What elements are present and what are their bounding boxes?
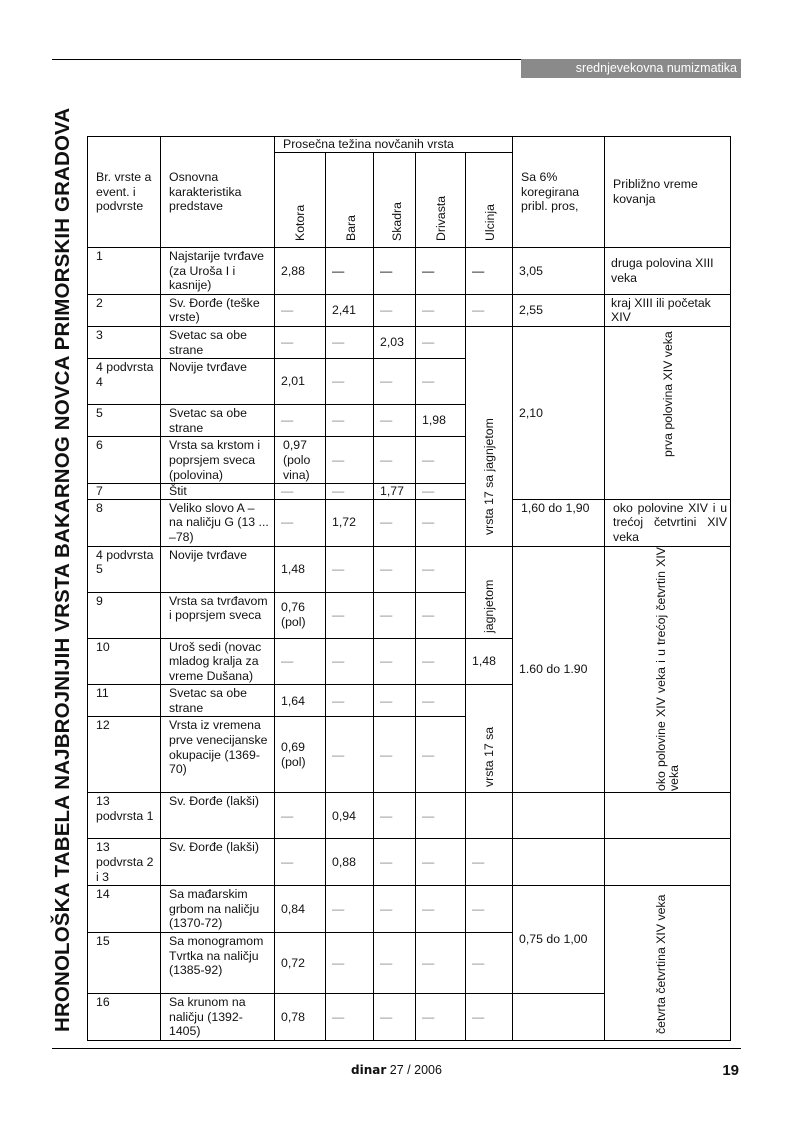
row-number: 1 xyxy=(88,248,161,295)
cell-skadar: — xyxy=(374,294,416,326)
cell-period: kraj XIII ili početak XIV xyxy=(605,294,731,326)
cell-drivast: — xyxy=(416,994,466,1041)
cell-kotor: — xyxy=(275,326,326,358)
row-description: Novije tvrđave xyxy=(161,359,275,405)
cell-bar: — xyxy=(326,685,374,717)
merged-average-0-75: 0,75 do 1,00 xyxy=(513,886,605,994)
cell-skadar: — xyxy=(374,638,416,685)
row-description: Sa monogramom Tvrtka na naličju (1385-92) xyxy=(161,933,275,994)
cell-bar: — xyxy=(326,638,374,685)
chronology-table xyxy=(87,136,731,1041)
cell-drivast: — xyxy=(416,294,466,326)
cell-skadar: — xyxy=(374,592,416,638)
cell-skadar: — xyxy=(374,994,416,1041)
cell-skadar: — xyxy=(374,793,416,839)
vertical-title: HRONOLOŠKA TABELA NAJBROJNIJIH VRSTA BAKARNOG NOVCA PRIMORSKIH GRADOVA xyxy=(51,107,74,1032)
row-number: 2 xyxy=(88,294,161,326)
cell-ulcinj: — xyxy=(466,933,513,994)
magazine-name: dinar xyxy=(351,1063,387,1077)
cell-kotor: 1,64 xyxy=(275,685,326,717)
page-number: 19 xyxy=(722,1062,739,1079)
cell-drivast: — xyxy=(416,359,466,405)
cell-kotor: 2,01 xyxy=(275,359,326,405)
cell-corrected-average-empty xyxy=(513,994,605,1041)
cell-ulcinj: — xyxy=(466,994,513,1041)
header-kotor: Kotora xyxy=(293,204,307,241)
cell-kotor: — xyxy=(275,793,326,839)
cell-drivast: 1,98 xyxy=(416,405,466,437)
cell-skadar: — xyxy=(374,685,416,717)
row-description: Veliko slovo A – na naličju G (13 ... –78) xyxy=(161,499,275,546)
cell-period-empty xyxy=(605,839,731,886)
row-number: 11 xyxy=(88,685,161,717)
row-number: 12 xyxy=(88,717,161,793)
cell-skadar: — xyxy=(374,248,416,295)
row-description: Uroš sedi (novac mladog kralja za vreme Dušana) xyxy=(161,638,275,685)
cell-bar: — xyxy=(326,994,374,1041)
cell-corrected-average: 1,60 do 1,90 xyxy=(513,499,605,546)
header-average-weight: Prosečna težina novčanih vrsta xyxy=(275,137,513,153)
cell-bar: — xyxy=(326,437,374,484)
cell-skadar: — xyxy=(374,933,416,994)
row-number: 16 xyxy=(88,994,161,1041)
cell-bar: 1,72 xyxy=(326,499,374,546)
row-number: 3 xyxy=(88,326,161,358)
merged-period-mid-century xyxy=(605,546,731,793)
row-number: 10 xyxy=(88,638,161,685)
cell-bar: — xyxy=(326,359,374,405)
merged-period-mid-century-text: oko polovine XIV veka i u trećoj četvrtin XIV veka xyxy=(654,546,682,791)
header-skadar: Skadra xyxy=(390,202,404,241)
row-description: Štit xyxy=(161,484,275,500)
issue-number: 27 / 2006 xyxy=(389,1063,442,1077)
row-number: 13 podvrsta 2 i 3 xyxy=(88,839,161,886)
cell-kotor: 1,48 xyxy=(275,546,326,592)
cell-drivast: — xyxy=(416,793,466,839)
cell-ulcinj: — xyxy=(466,886,513,933)
cell-drivast: — xyxy=(416,717,466,793)
cell-drivast: — xyxy=(416,248,466,295)
row-number: 5 xyxy=(88,405,161,437)
merged-ulcinj-block-2 xyxy=(466,546,513,638)
row-description: Sv. Đorđe (teške vrste) xyxy=(161,294,275,326)
cell-drivast: — xyxy=(416,886,466,933)
cell-skadar: — xyxy=(374,437,416,484)
cell-kotor: 0,97 (polo vina) xyxy=(275,437,326,484)
cell-skadar: 2,03 xyxy=(374,326,416,358)
row-description: Svetac sa obe strane xyxy=(161,326,275,358)
cell-ulcinj-empty xyxy=(466,793,513,839)
cell-bar: — xyxy=(326,405,374,437)
cell-ulcinj: — xyxy=(466,839,513,886)
row-number: 15 xyxy=(88,933,161,994)
cell-drivast: — xyxy=(416,685,466,717)
cell-skadar: — xyxy=(374,405,416,437)
row-description: Sa krunom na naličju (1392-1405) xyxy=(161,994,275,1041)
cell-corrected-average-empty xyxy=(513,839,605,886)
section-label: srednjevekovna numizmatika xyxy=(521,59,741,78)
row-description: Vrsta sa tvrđavom i poprsjem sveca xyxy=(161,592,275,638)
cell-kotor: 0,76 (pol) xyxy=(275,592,326,638)
cell-bar: — xyxy=(326,326,374,358)
cell-period: druga polovina XIII veka xyxy=(605,248,731,295)
header-bar: Bara xyxy=(344,215,358,241)
cell-ulcinj: — xyxy=(466,294,513,326)
cell-period: oko polovine XIV i u trećoj četvrtini XIV veka xyxy=(605,499,731,546)
merged-period-last-quarter-text: četvrta četvrtina XIV veka xyxy=(654,894,669,1035)
row-description: Novije tvrđave xyxy=(161,546,275,592)
cell-kotor: 0,69 (pol) xyxy=(275,717,326,793)
cell-bar: — xyxy=(326,484,374,500)
row-description: Najstarije tvrđave (za Uroša I i kasnije) xyxy=(161,248,275,295)
cell-corrected-average-empty xyxy=(513,793,605,839)
cell-kotor: — xyxy=(275,405,326,437)
cell-bar: 2,41 xyxy=(326,294,374,326)
row-number: 6 xyxy=(88,437,161,484)
cell-ulcinj: 1,48 xyxy=(466,638,513,685)
merged-ulcinj-block-1 xyxy=(466,326,513,546)
row-number: 4 podvrsta 5 xyxy=(88,546,161,592)
cell-bar: — xyxy=(326,886,374,933)
merged-ulcinj-text-1: vrsta 17 sa jagnjetom xyxy=(482,418,496,535)
cell-bar: — xyxy=(326,546,374,592)
cell-bar: 0,88 xyxy=(326,839,374,886)
row-number: 9 xyxy=(88,592,161,638)
cell-kotor: 0,72 xyxy=(275,933,326,994)
cell-drivast: — xyxy=(416,546,466,592)
header-description: Osnovna karakteristika predstave xyxy=(161,137,275,248)
header-drivast: Drivasta xyxy=(434,195,448,241)
cell-ulcinj: — xyxy=(466,248,513,295)
cell-kotor: — xyxy=(275,484,326,500)
cell-kotor: — xyxy=(275,839,326,886)
cell-kotor: — xyxy=(275,294,326,326)
merged-ulcinj-block-3 xyxy=(466,685,513,793)
merged-average-2-10: 2,10 xyxy=(513,326,605,499)
merged-average-1-60: 1.60 do 1.90 xyxy=(513,546,605,793)
row-description: Svetac sa obe strane xyxy=(161,685,275,717)
cell-skadar: 1,77 xyxy=(374,484,416,500)
cell-drivast: — xyxy=(416,638,466,685)
row-description: Sv. Đorđe (lakši) xyxy=(161,839,275,886)
cell-kotor: 2,88 xyxy=(275,248,326,295)
cell-kotor: — xyxy=(275,499,326,546)
row-number: 7 xyxy=(88,484,161,500)
cell-skadar: — xyxy=(374,359,416,405)
cell-skadar: — xyxy=(374,499,416,546)
cell-corrected-average: 2,55 xyxy=(513,294,605,326)
header-type-number: Br. vrste a event. i podvrste xyxy=(88,137,161,248)
merged-period-last-quarter xyxy=(605,886,731,1041)
header-corrected-average: Sa 6% koregirana pribl. pros, xyxy=(513,137,605,248)
cell-period-empty xyxy=(605,793,731,839)
cell-bar: 0,94 xyxy=(326,793,374,839)
cell-drivast: — xyxy=(416,499,466,546)
merged-period-first-half xyxy=(605,326,731,499)
header-ulcinj: Ulcinja xyxy=(483,204,497,241)
row-number: 13 podvrsta 1 xyxy=(88,793,161,839)
cell-skadar: — xyxy=(374,886,416,933)
cell-bar: — xyxy=(326,933,374,994)
row-number: 4 podvrsta 4 xyxy=(88,359,161,405)
row-description: Svetac sa obe strane xyxy=(161,405,275,437)
cell-kotor: 0,84 xyxy=(275,886,326,933)
cell-kotor: — xyxy=(275,638,326,685)
cell-drivast: — xyxy=(416,437,466,484)
cell-drivast: — xyxy=(416,326,466,358)
merged-period-first-half-text: prva polovina XIV veka xyxy=(661,331,676,457)
cell-drivast: — xyxy=(416,839,466,886)
cell-bar: — xyxy=(326,248,374,295)
merged-ulcinj-text-3: vrsta 17 sa xyxy=(482,727,496,788)
row-number: 8 xyxy=(88,499,161,546)
cell-drivast: — xyxy=(416,484,466,500)
cell-corrected-average: 3,05 xyxy=(513,248,605,295)
cell-skadar: — xyxy=(374,546,416,592)
row-number: 14 xyxy=(88,886,161,933)
row-description: Vrsta iz vremena prve venecijanske okupacije (1369-70) xyxy=(161,717,275,793)
bottom-rule xyxy=(52,1048,741,1049)
cell-drivast: — xyxy=(416,933,466,994)
merged-ulcinj-text-2: jagnjetom xyxy=(482,579,496,633)
row-description: Sv. Đorđe (lakši) xyxy=(161,793,275,839)
cell-kotor: 0,78 xyxy=(275,994,326,1041)
header-period: Približno vreme kovanja xyxy=(605,137,731,248)
cell-skadar: — xyxy=(374,717,416,793)
row-description: Sa mađarskim grbom na naličju (1370-72) xyxy=(161,886,275,933)
footer-issue xyxy=(0,1063,793,1077)
cell-bar: — xyxy=(326,717,374,793)
cell-skadar: — xyxy=(374,839,416,886)
cell-drivast: — xyxy=(416,592,466,638)
row-description: Vrsta sa krstom i poprsjem sveca (polovina) xyxy=(161,437,275,484)
cell-bar: — xyxy=(326,592,374,638)
